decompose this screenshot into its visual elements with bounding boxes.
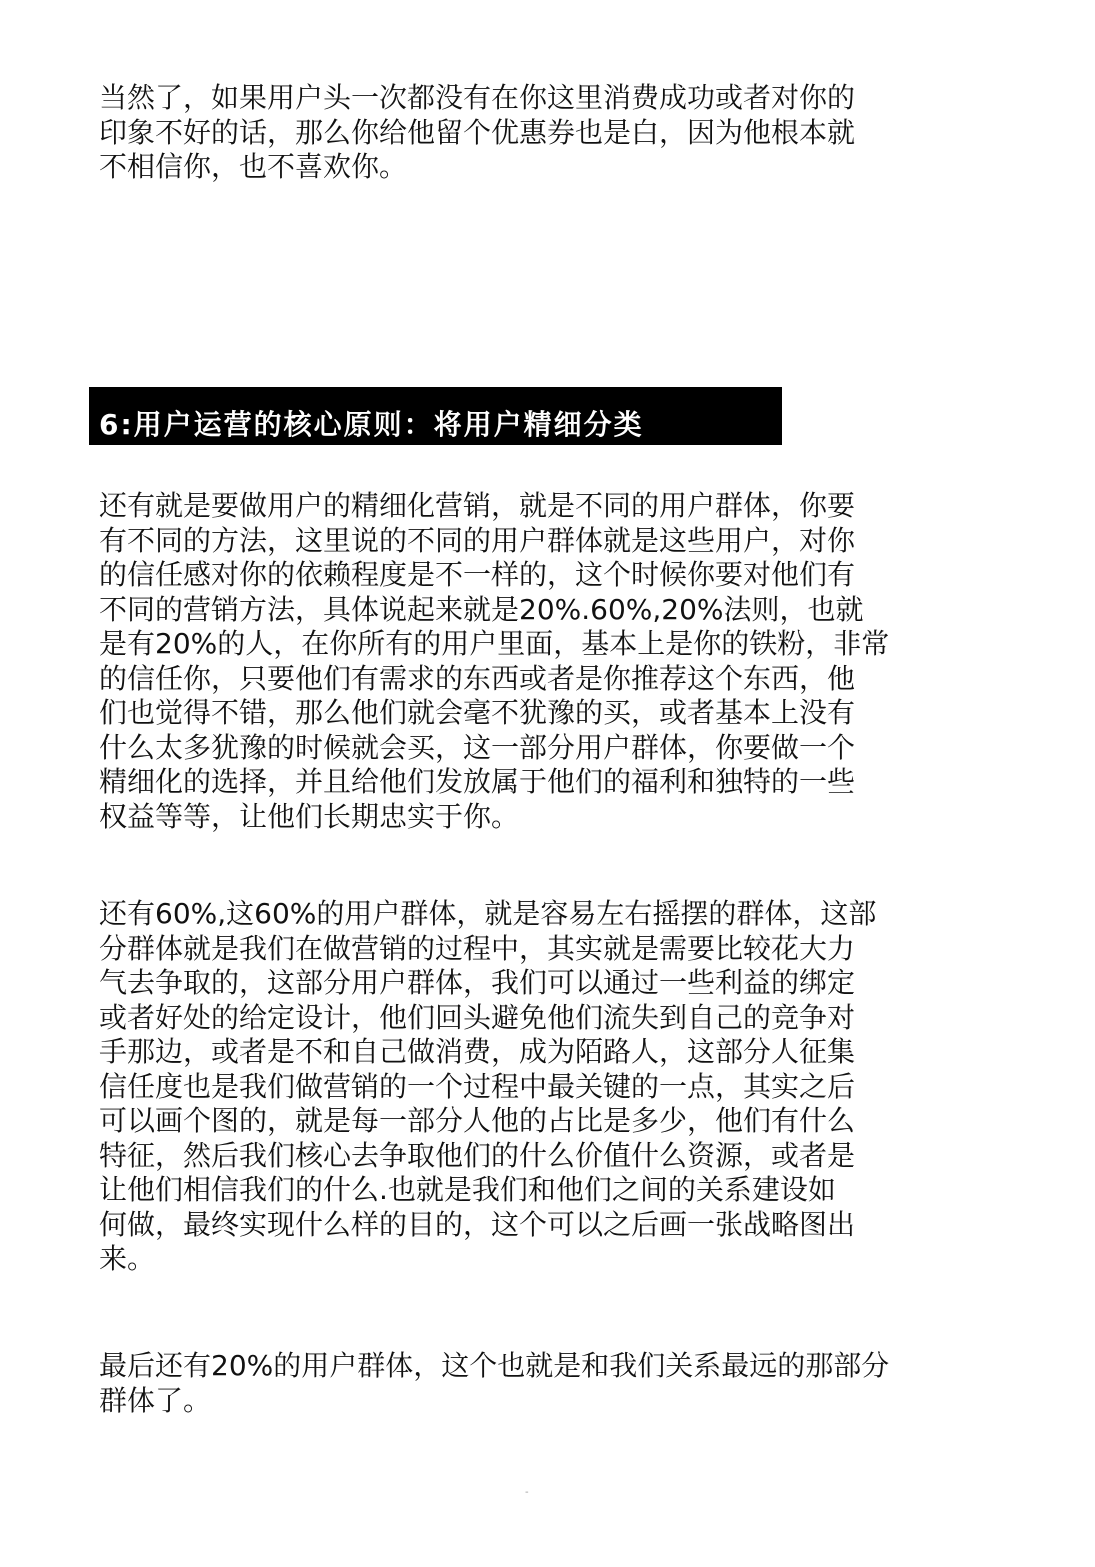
body-paragraph-1: 还有就是要做用户的精细化营销，就是不同的用户群体，你要 有不同的方法，这里说的不同的用户群体就是这些用户，对你 的信任感对你的依赖程度是不一样的，这个时候你要对他们有 不同的营销方法，具体说起来就是20%.60%,20%法则，也就 是有20%的人，在你所有的用户里面，基本上是你的铁粉，非常 的信任你，只要他们有需求的东西或者是你推荐这个东西，他 们也觉得不错，那么他们就会毫不犹豫的买，或者基本上没有 什么太多犹豫的时候就会买，这一部分用户群体，你要做一个 精细化的选择，并且给他们发放属于他们的福利和独特的一些 权益等等，让他们长期忠实于你。 [99, 489, 890, 833]
body-paragraph-3: 最后还有20%的用户群体，这个也就是和我们关系最远的那部分 群体了。 [99, 1349, 890, 1417]
intro-paragraph: 当然了，如果用户头一次都没有在你这里消费成功或者对你的 印象不好的话，那么你给他留个优惠券也是白，因为他根本就 不相信你，也不喜欢你。 [99, 81, 856, 183]
page-mark: - [525, 1487, 529, 1498]
section-heading: 6:用户运营的核心原则：将用户精细分类 [99, 408, 644, 441]
body-paragraph-2: 还有60%,这60%的用户群体，就是容易左右摇摆的群体，这部 分群体就是我们在做营销的过程中，其实就是需要比较花大力 气去争取的，这部分用户群体，我们可以通过一些利益的绑定 或者好处的给定设计，他们回头避免他们流失到自己的竞争对 手那边，或者是不和自己做消费，成为陌路人，这部分人征集 信任度也是我们做营销的一个过程中最关键的一点，其实之后 可以画个图的，就是每一部分人他的占比是多少，他们有什么 特征，然后我们核心去争取他们的什么价值什么资源，或者是 让他们相信我们的什么.也就是我们和他们之间的关系建设如 何做，最终实现什么样的目的，这个可以之后画一张战略图出 来。 [99, 897, 877, 1275]
section-heading-bar [89, 387, 782, 445]
